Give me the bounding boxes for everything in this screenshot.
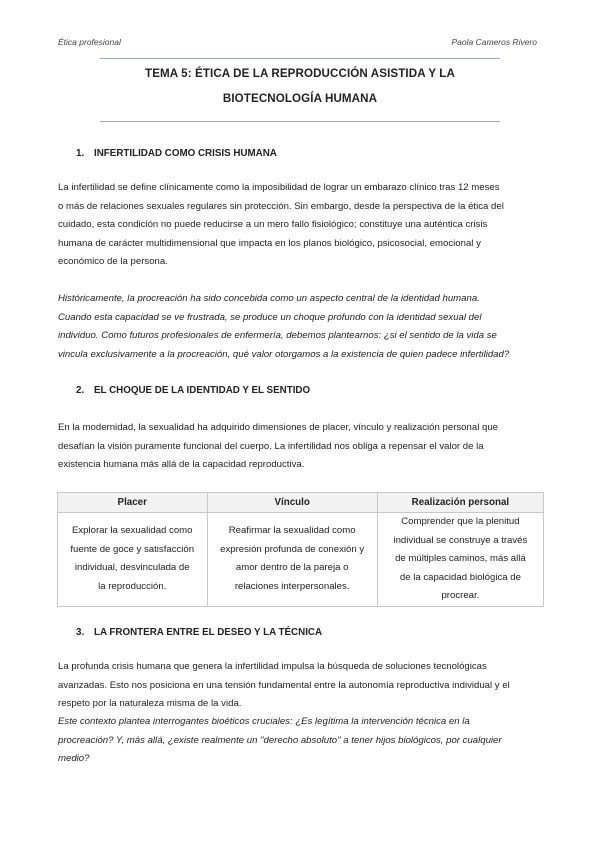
text-line: avanzadas. Esto nos posiciona en una tensión fundamental entre la autonomía reproductiva individual y el <box>58 679 510 691</box>
text-line: procreación? Y, más allá, ¿existe realmente un "derecho absoluto" a tener hijos biológicos, por cualquier <box>58 734 502 746</box>
header-course: Ética profesional <box>58 37 121 47</box>
section-2-paragraph-1 <box>58 419 544 475</box>
section-3-paragraph-1 <box>58 658 544 714</box>
text-line: En la modernidad, la sexualidad ha adquirido dimensiones de placer, vínculo y realización personal que <box>58 422 498 433</box>
section-title: LA FRONTERA ENTRE EL DESEO Y LA TÉCNICA <box>94 627 323 638</box>
text-line: desafían la visión puramente funcional del cuerpo. La infertilidad nos obliga a repensar el valor de la <box>58 440 484 452</box>
section-3-heading <box>76 627 322 638</box>
text-line: medio? <box>58 753 90 765</box>
section-title: INFERTILIDAD COMO CRISIS HUMANA <box>94 148 277 159</box>
text-line: individuo. Como futuros profesionales de enfermería, debemos plantearnos: ¿si el sentido de la vida se <box>58 330 497 342</box>
table-cell: Explorar la sexualidad como fuente de goce y satisfacción individual, desvinculada de la reproducción. <box>58 513 208 607</box>
section-1-paragraph-1 <box>58 179 544 272</box>
text-line: respeto por la naturaleza misma de la vida. <box>58 698 242 710</box>
text-line: existencia humana más allá de la capacidad reproductiva. <box>58 459 305 471</box>
section-1-heading <box>76 148 277 159</box>
text-line: La infertilidad se define clínicamente como la imposibilidad de lograr un embarazo clínico tras 12 meses <box>58 182 500 193</box>
section-3-paragraph-2 <box>58 713 544 769</box>
table-cell: Comprender que la plenitud individual se construye a través de múltiples caminos, más allá de la capacidad biológica de procrear. <box>377 513 543 607</box>
dimensions-table <box>57 492 544 607</box>
table-header-row <box>58 493 544 513</box>
header-author: Paola Cameros Rivero <box>451 37 537 47</box>
section-number: 3. <box>76 627 85 638</box>
text-line: o más de relaciones sexuales regulares sin protección. Sin embargo, desde la perspectiva de la ética del <box>58 200 504 212</box>
title-bottom-rule <box>100 121 500 122</box>
text-line: cuidado, esta condición no puede reducirse a un mero fallo fisiológico; constituye una auténtica crisis <box>58 219 488 231</box>
table-header-cell: Vínculo <box>207 493 377 513</box>
text-line: humana de carácter multidimensional que impacta en los planos biológico, psicosocial, emocional y <box>58 237 481 249</box>
text-line: Este contexto plantea interrogantes bioéticos cruciales: ¿Es legítima la intervención técnica en la <box>58 716 470 727</box>
text-line: Cuando esta capacidad se ve frustrada, se produce un choque profundo con la identidad sexual del <box>58 311 482 323</box>
text-line: La profunda crisis humana que genera la infertilidad impulsa la búsqueda de soluciones tecnológicas <box>58 661 487 672</box>
table-header-cell: Placer <box>58 493 208 513</box>
title-top-rule <box>100 58 500 59</box>
table-header-cell: Realización personal <box>377 493 543 513</box>
section-number: 1. <box>76 148 85 159</box>
section-1-paragraph-2 <box>58 290 544 364</box>
section-2-heading <box>76 385 310 396</box>
text-line: vincula exclusivamente a la procreación, qué valor otorgamos a la existencia de quien padece infertilidad? <box>58 348 510 360</box>
text-line: económico de la persona. <box>58 256 168 268</box>
table-cell: Reafirmar la sexualidad como expresión profunda de conexión y amor dentro de la pareja o relaciones interpersonales. <box>207 513 377 607</box>
page-title-line-1: TEMA 5: ÉTICA DE LA REPRODUCCIÓN ASISTIDA Y LA <box>145 67 455 80</box>
table-row <box>58 513 544 607</box>
text-line: Históricamente, la procreación ha sido concebida como un aspecto central de la identidad humana. <box>58 293 480 304</box>
section-number: 2. <box>76 385 85 396</box>
page-title-line-2: BIOTECNOLOGÍA HUMANA <box>222 92 378 105</box>
section-title: EL CHOQUE DE LA IDENTIDAD Y EL SENTIDO <box>94 385 311 396</box>
